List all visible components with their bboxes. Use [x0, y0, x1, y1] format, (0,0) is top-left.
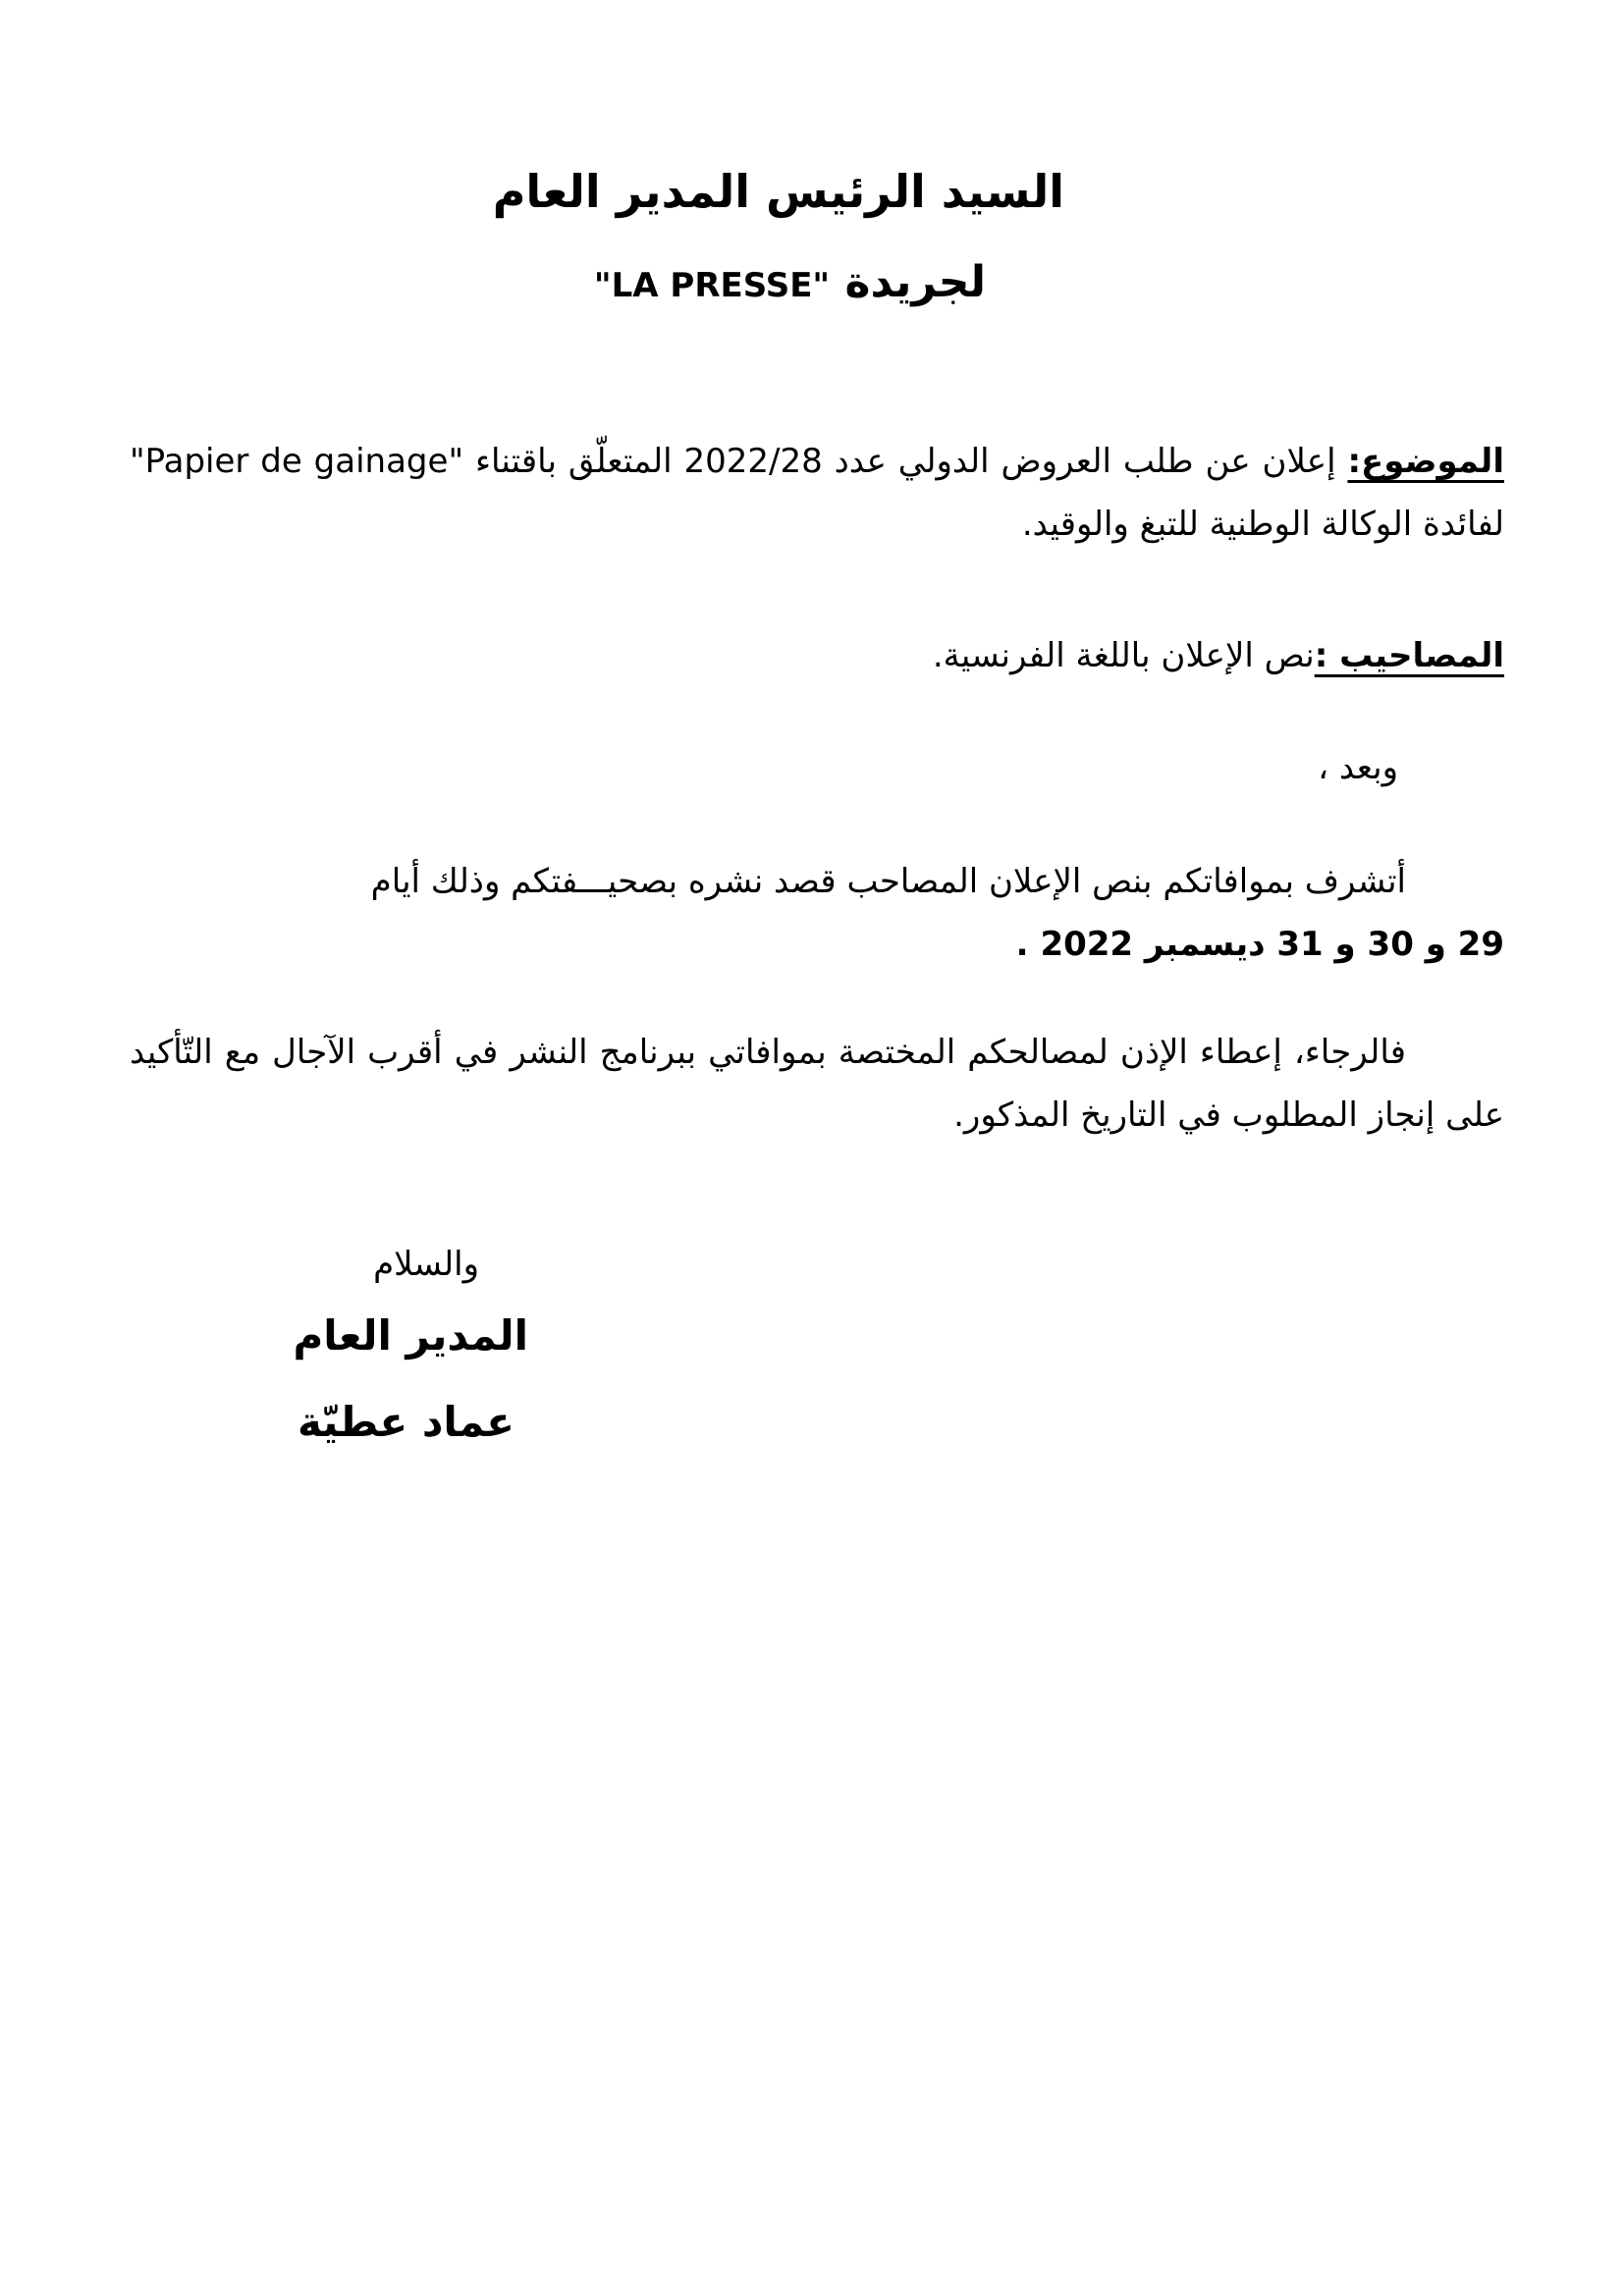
attachments-paragraph — [130, 624, 1504, 687]
subject-paragraph — [130, 430, 1504, 556]
closing-salutation: والسلام — [373, 1245, 479, 1284]
paragraph2-text: فالرجاء، إعطاء الإذن لمصالحكم المختصة بموافاتي ببرنامج النشر في أقرب الآجال مع التّأكيد على إنجاز المطلوب في التاريخ المذكور. — [130, 1033, 1504, 1135]
addressee-newspaper — [594, 257, 986, 307]
paragraph1-text: أتشرف بموافاتكم بنص الإعلان المصاحب قصد نشره بصحيـــفتكم وذلك أيام — [370, 862, 1406, 901]
newspaper-prefix: لجريدة — [844, 257, 986, 307]
newspaper-name: "LA PRESSE" — [593, 266, 831, 305]
body-paragraph-2 — [130, 1021, 1504, 1147]
signatory-title: المدير العام — [293, 1311, 528, 1360]
attachments-label: المصاحيب : — [1314, 636, 1504, 675]
addressee-title: السيد الرئيس المدير العام — [492, 165, 1064, 218]
subject-text: إعلان عن طلب العروض الدولي عدد 2022/28 المتعلّق باقتناء "Papier de gainage" لفائدة الوكالة الوطنية للتبغ والوقيد. — [130, 442, 1504, 544]
signatory-name: عماد عطيّة — [297, 1398, 514, 1446]
subject-label: الموضوع: — [1347, 442, 1504, 481]
body-paragraph-1 — [130, 850, 1504, 976]
attachments-text: نص الإعلان باللغة الفرنسية. — [932, 636, 1315, 675]
publication-dates: 29 و 30 و 31 ديسمبر 2022 . — [1015, 925, 1504, 964]
greeting: وبعد ، — [1318, 748, 1398, 787]
